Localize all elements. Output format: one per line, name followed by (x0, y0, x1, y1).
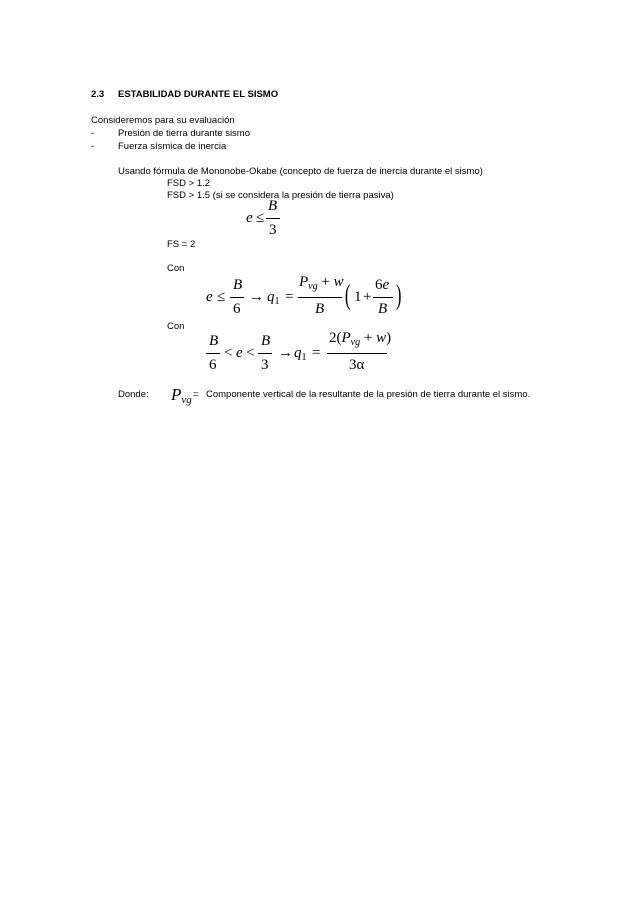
section-number: 2.3 (91, 89, 105, 100)
pvg-equals: = (193, 389, 199, 400)
con-label-1: Con (167, 263, 185, 274)
method-text: Usando fórmula de Mononobe-Okabe (concepto de fuerza de inercia durante el sismo) (118, 166, 483, 177)
bullet-dash-2: - (91, 141, 95, 152)
pvg-definition: Componente vertical de la resultante de la presión de tierra durante el sismo. (206, 389, 531, 400)
con-label-2: Con (167, 321, 185, 332)
section-title: ESTABILIDAD DURANTE EL SISMO (118, 89, 279, 100)
fsd-line-1: FSD > 1.2 (167, 178, 211, 189)
bullet-text-1: Presión de tierra durante sismo (118, 128, 251, 139)
donde-label: Donde: (118, 389, 149, 400)
bullet-dash-1: - (91, 128, 95, 139)
intro-text: Consideremos para su evaluación (91, 115, 235, 126)
fs-text: FS = 2 (167, 239, 196, 250)
pvg-symbol: $P_{vg}$ (171, 385, 192, 406)
bullet-text-2: Fuerza sísmica de inercia (118, 141, 227, 152)
fsd-line-2: FSD > 1.5 (si se considera la presión de tierra pasiva) (167, 190, 394, 201)
